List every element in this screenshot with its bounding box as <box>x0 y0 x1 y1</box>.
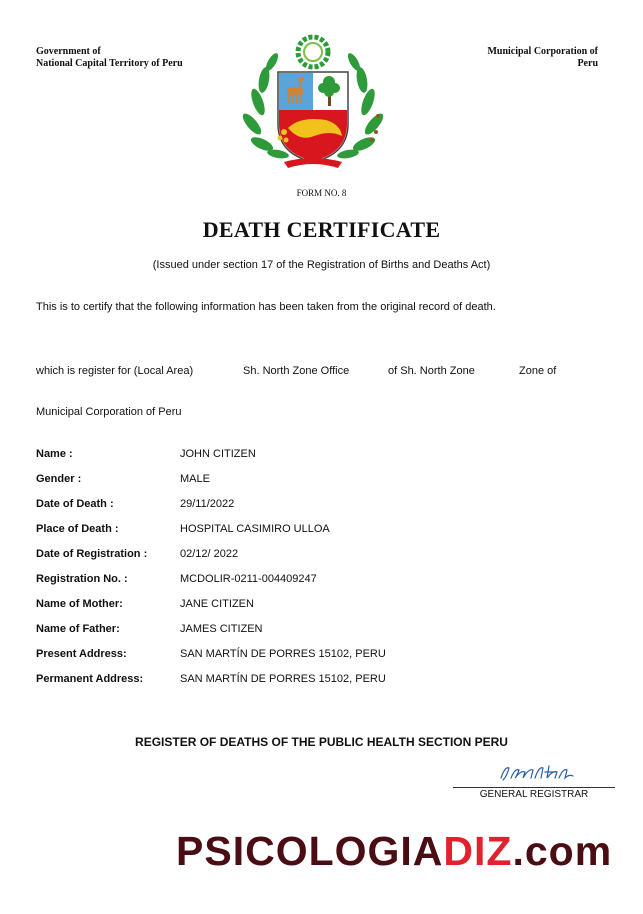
header-left-line2: National Capital Territory of Peru <box>36 58 183 69</box>
coat-of-arms-emblem-icon <box>240 32 386 172</box>
zone-of-label: Zone of <box>519 365 557 377</box>
father-name-value: JAMES CITIZEN <box>180 623 263 635</box>
gender-label: Gender : <box>36 473 82 485</box>
certificate-title: DEATH CERTIFICATE <box>202 217 441 242</box>
header-right <box>487 46 598 70</box>
certificate-subtitle: (Issued under section 17 of the Registration of Births and Deaths Act) <box>152 259 491 271</box>
date-of-registration-label: Date of Registration : <box>36 548 148 560</box>
permanent-address-value: SAN MARTÍN DE PORRES 15102, PERU <box>180 673 386 685</box>
register-heading: REGISTER OF DEATHS OF THE PUBLIC HEALTH SECTION PERU <box>135 735 508 749</box>
header-right-line1: Municipal Corporation of <box>487 46 598 57</box>
gender-value: MALE <box>180 473 210 485</box>
father-name-label: Name of Father: <box>36 623 120 635</box>
date-of-death-value: 29/11/2022 <box>180 498 235 510</box>
date-of-death-label: Date of Death : <box>36 498 114 510</box>
present-address-value: SAN MARTÍN DE PORRES 15102, PERU <box>180 648 386 660</box>
mother-name-label: Name of Mother: <box>36 598 123 610</box>
name-label: Name : <box>36 448 73 460</box>
mother-name-value: JANE CITIZEN <box>180 598 254 610</box>
signature-line <box>453 787 615 788</box>
place-of-death-value: HOSPITAL CASIMIRO ULLOA <box>180 523 330 535</box>
certify-statement: This is to certify that the following information has been taken from the original record of death. <box>36 301 496 313</box>
watermark-part2: DIZ <box>443 828 513 874</box>
watermark-part3: .com <box>512 828 613 874</box>
form-number: FORM NO. 8 <box>296 188 347 198</box>
registration-no-label: Registration No. : <box>36 573 128 585</box>
watermark-part1: PSICOLOGIA <box>176 828 444 874</box>
local-area-label: which is register for (Local Area) <box>36 365 194 377</box>
header-left-line1: Government of <box>36 46 101 57</box>
zone-name: of Sh. North Zone <box>388 365 475 377</box>
header-right-line2: Peru <box>577 58 598 69</box>
zone-office: Sh. North Zone Office <box>243 365 350 377</box>
municipal-corporation: Municipal Corporation of Peru <box>36 406 182 418</box>
date-of-registration-value: 02/12/ 2022 <box>180 548 239 560</box>
permanent-address-label: Permanent Address: <box>36 673 144 685</box>
place-of-death-label: Place of Death : <box>36 523 119 535</box>
name-value: JOHN CITIZEN <box>180 448 256 460</box>
present-address-label: Present Address: <box>36 648 127 660</box>
signature-icon <box>495 760 575 784</box>
registrar-title: GENERAL REGISTRAR <box>479 789 589 800</box>
watermark <box>176 828 612 875</box>
registration-no-value: MCDOLIR-0211-004409247 <box>180 573 317 585</box>
header-left <box>36 46 183 70</box>
